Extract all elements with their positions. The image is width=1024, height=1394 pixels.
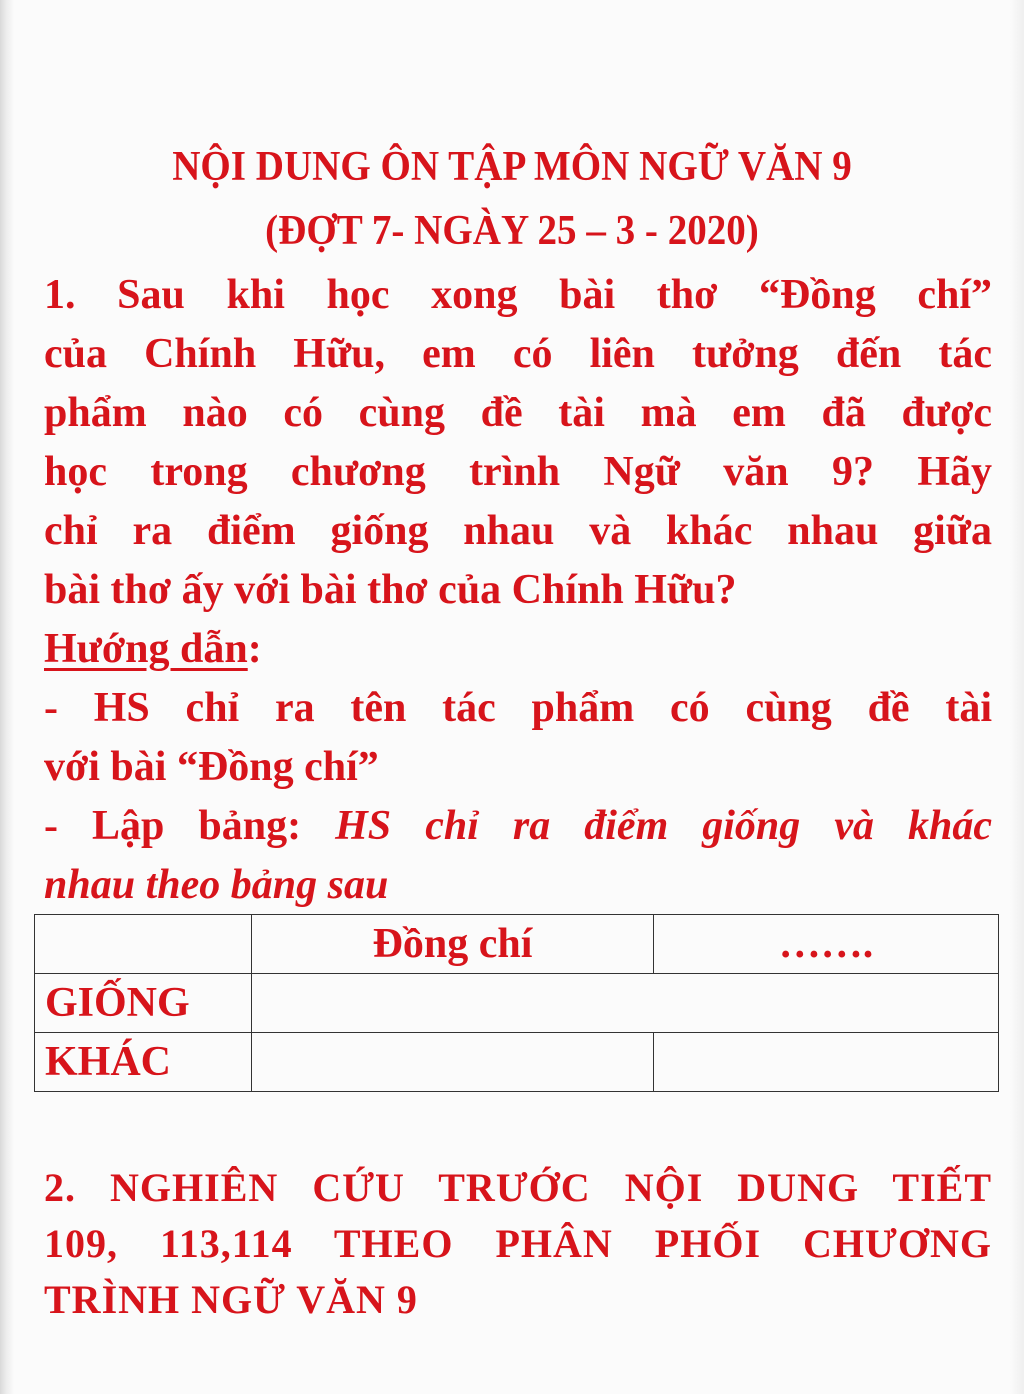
guide-item-2-italic-line: nhau theo bảng sau: [44, 862, 389, 908]
question-1-line: 1. Sau khi học xong bài thơ “Đồng chí”: [44, 272, 992, 318]
comparison-table: [34, 914, 999, 1092]
question-2: [44, 1160, 992, 1328]
question-1: [44, 266, 992, 915]
guide-item-2-italic: HS chỉ ra điểm giống và khác: [335, 803, 992, 849]
table-row-label: KHÁC: [35, 1033, 252, 1092]
guide-item-1-line: - HS chỉ ra tên tác phẩm có cùng đề tài: [44, 685, 992, 731]
document-title-line1: NỘI DUNG ÔN TẬP MÔN NGỮ VĂN 9: [172, 144, 852, 190]
question-1-line: bài thơ ấy với bài thơ của Chính Hữu?: [44, 567, 737, 613]
question-1-line: của Chính Hữu, em có liên tưởng đến tác: [44, 331, 992, 377]
table-cell: [252, 974, 999, 1033]
guide-item-2-prefix: - Lập bảng:: [44, 803, 336, 849]
question-1-line: phẩm nào có cùng đề tài mà em đã được: [44, 390, 992, 436]
guide-item-1-line: với bài “Đồng chí”: [44, 744, 379, 790]
table-row: [35, 1033, 999, 1092]
table-cell: [654, 1033, 999, 1092]
question-1-line: chỉ ra điểm giống nhau và khác nhau giữa: [44, 508, 992, 554]
guide-heading: Hướng dẫn: [44, 626, 248, 672]
document-title-line2: (ĐỢT 7- NGÀY 25 – 3 - 2020): [265, 208, 759, 254]
table-row: [35, 974, 999, 1033]
guide-item-2-line: [44, 797, 992, 856]
guide-heading-line: [44, 620, 992, 679]
question-1-line: học trong chương trình Ngữ văn 9? Hãy: [44, 449, 992, 495]
table-header-cell: Đồng chí: [252, 915, 654, 974]
table-header-cell: [35, 915, 252, 974]
table-row-label: GIỐNG: [35, 974, 252, 1033]
table-cell: [252, 1033, 654, 1092]
table-header-cell: …….: [654, 915, 999, 974]
table-header-row: [35, 915, 999, 974]
question-2-line: 109, 113,114 THEO PHÂN PHỐI CHƯƠNG: [44, 1221, 992, 1266]
question-2-line: 2. NGHIÊN CỨU TRƯỚC NỘI DUNG TIẾT: [44, 1165, 992, 1210]
question-2-line: TRÌNH NGỮ VĂN 9: [44, 1277, 418, 1322]
guide-heading-colon: :: [247, 626, 262, 672]
